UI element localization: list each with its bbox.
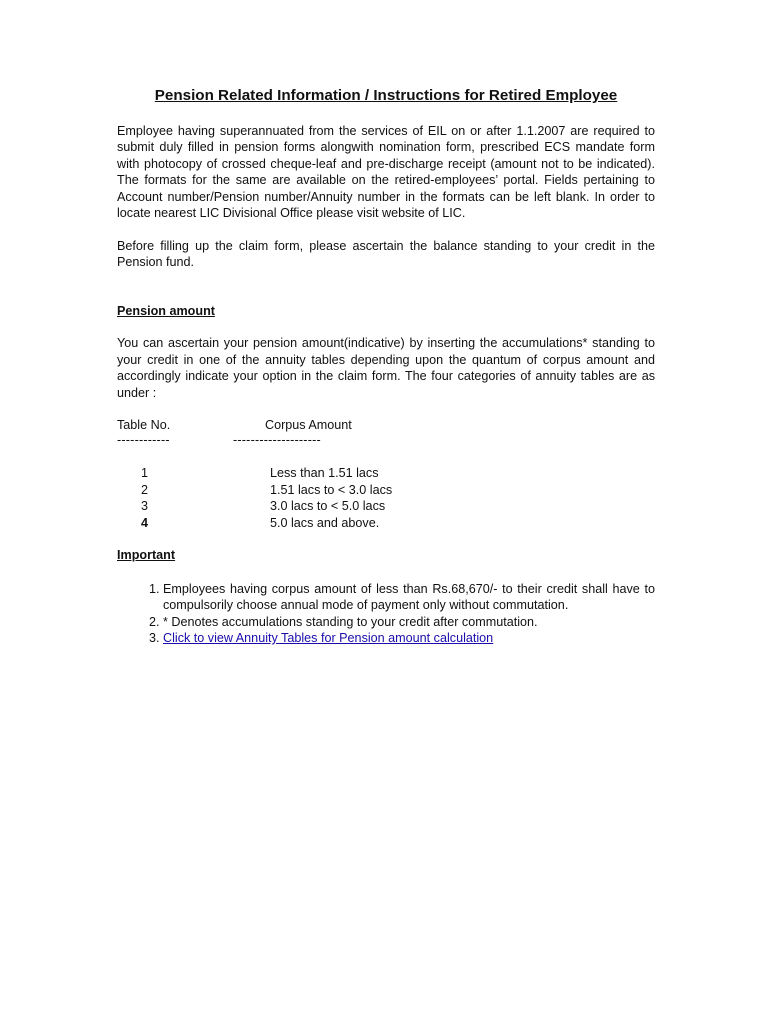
corpus-amount: 3.0 lacs to < 5.0 lacs bbox=[270, 499, 386, 513]
important-list bbox=[117, 581, 655, 647]
annuity-tables-link[interactable]: Click to view Annuity Tables for Pension amount calculation bbox=[163, 631, 494, 645]
corpus-amount: Less than 1.51 lacs bbox=[270, 466, 379, 480]
table-no-header: Table No. bbox=[117, 418, 171, 432]
list-item bbox=[163, 630, 655, 647]
corpus-amount-header: Corpus Amount bbox=[265, 418, 352, 432]
important-heading: Important bbox=[117, 548, 176, 562]
corpus-amount-divider: -------------------- bbox=[233, 433, 321, 447]
table-number: 2 bbox=[141, 482, 149, 497]
pension-amount-paragraph: You can ascertain your pension amount(indicative) by inserting the accumulations* standing to your credit in one of the annuity tables depending upon the quantum of corpus amount and accordingly indicate your option in the claim form. The four categories of annuity tables are as under : bbox=[117, 336, 655, 400]
intro-paragraph: Employee having superannuated from the services of EIL on or after 1.1.2007 are required to submit duly filled in pension forms alongwith nomination form, prescribed ECS mandate form with photocopy of crossed cheque-leaf and pre-discharge receipt (amount not to be indicated). The formats for the same are available on the retired-employees’ portal. Fields pertaining to Account number/Pension number/Annuity number in the formats can be left blank. In order to locate nearest LIC Divisional Office please visit website of LIC. bbox=[117, 123, 655, 220]
table-number: 4 bbox=[141, 515, 149, 530]
table-number: 3 bbox=[141, 499, 149, 513]
table-row bbox=[117, 515, 655, 532]
pension-amount-heading: Pension amount bbox=[117, 303, 215, 318]
corpus-amount: 1.51 lacs to < 3.0 lacs bbox=[270, 482, 393, 497]
table-row bbox=[117, 465, 655, 482]
list-item: 1. Employees having corpus amount of less than Rs.68,670/- to their credit shall have to compulsorily choose annual mode of payment only without commutation. bbox=[163, 581, 655, 614]
corpus-amount: 5.0 lacs and above. bbox=[270, 515, 380, 530]
table-no-divider: ------------ bbox=[117, 433, 170, 447]
annuity-table-rows bbox=[117, 465, 655, 531]
claim-form-paragraph: Before filling up the claim form, please ascertain the balance standing to your credit in the Pension fund. bbox=[117, 238, 655, 269]
annuity-table-divider bbox=[117, 432, 655, 449]
document-page bbox=[117, 88, 655, 647]
table-row bbox=[117, 498, 655, 515]
page-title: Pension Related Information / Instructions for Retired Employee bbox=[154, 87, 618, 104]
table-row bbox=[117, 482, 655, 499]
list-item: 2. * Denotes accumulations standing to your credit after commutation. bbox=[163, 614, 655, 631]
table-number: 1 bbox=[141, 466, 149, 480]
